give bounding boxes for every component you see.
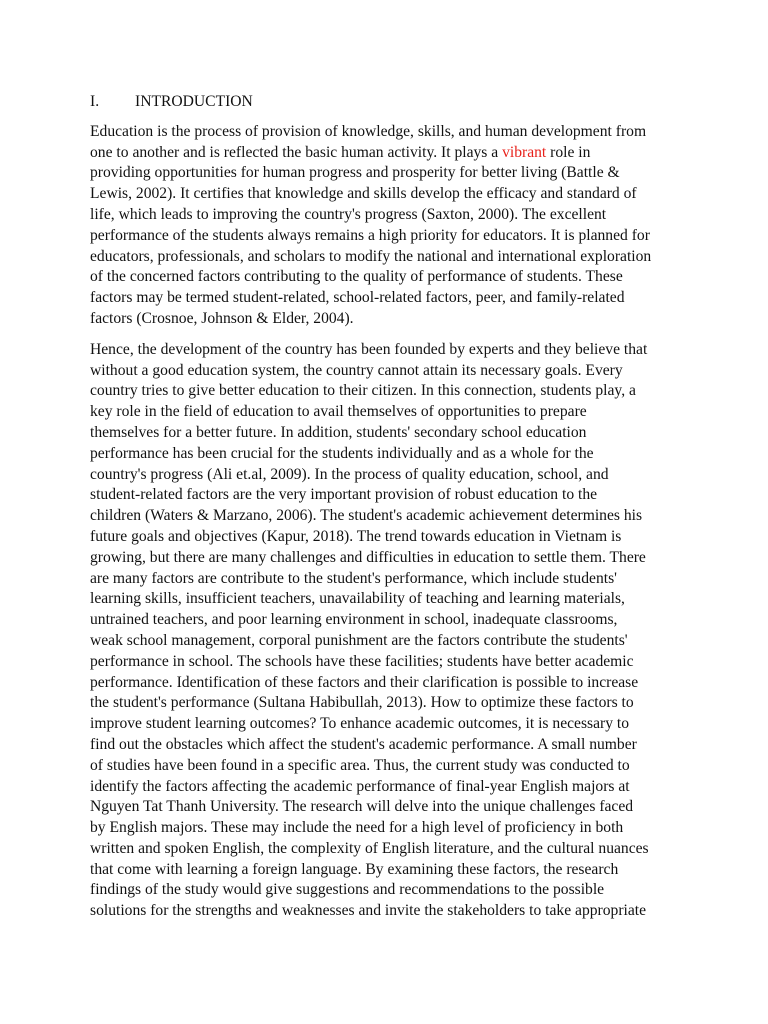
- paragraph-line: life, which leads to improving the country's progress (Saxton, 2000). The excellent: [90, 205, 607, 223]
- paragraph-line: growing, but there are many challenges and difficulties in education to settle them. There: [90, 548, 646, 566]
- paragraph-line: are many factors are contribute to the student's performance, which include students': [90, 569, 617, 587]
- paragraph-line: improve student learning outcomes? To enhance academic outcomes, it is necessary to: [90, 715, 630, 733]
- paragraph-line: identify the factors affecting the academic performance of final-year English majors at: [90, 777, 630, 795]
- paragraph-line: untrained teachers, and poor learning environment in school, inadequate classrooms,: [90, 611, 618, 629]
- section-heading: [90, 92, 686, 113]
- section-title: INTRODUCTION: [135, 93, 253, 110]
- paragraph-line: find out the obstacles which affect the student's academic performance. A small number: [90, 735, 637, 753]
- paragraph-line: of studies have been found in a specific area. Thus, the current study was conducted to: [90, 756, 630, 774]
- paragraph-line: Education is the process of provision of knowledge, skills, and human development from: [90, 122, 647, 140]
- paragraph-line: learning skills, insufficient teachers, unavailability of teaching and learning materials,: [90, 590, 625, 608]
- paragraph-line: Nguyen Tat Thanh University. The research will delve into the unique challenges faced: [90, 798, 634, 816]
- paragraph-line: educators, professionals, and scholars to modify the national and international exploration: [90, 247, 652, 265]
- paragraph-line: by English majors. These may include the need for a high level of proficiency in both: [90, 819, 624, 837]
- paragraph-line: performance has been crucial for the students individually and as a whole for the: [90, 444, 594, 462]
- text-run: role in: [546, 143, 591, 161]
- paragraph-line: without a good education system, the country cannot attain its necessary goals. Every: [90, 361, 623, 379]
- paragraph-line: themselves for a better future. In addition, students' secondary school education: [90, 423, 587, 441]
- paragraph-line: Lewis, 2002). It certifies that knowledge and skills develop the efficacy and standard of: [90, 185, 637, 203]
- paragraph-line: key role in the field of education to avail themselves of opportunities to prepare: [90, 403, 587, 421]
- paragraph-line: the student's performance (Sultana Habibullah, 2013). How to optimize these factors to: [90, 694, 634, 712]
- paragraph-line: weak school management, corporal punishment are the factors contribute the students': [90, 631, 628, 649]
- paragraph-line: factors (Crosnoe, Johnson & Elder, 2004).: [90, 309, 354, 327]
- paragraph-line: written and spoken English, the complexity of English literature, and the cultural nuances: [90, 839, 649, 857]
- paragraph-line: Hence, the development of the country has been founded by experts and they believe that: [90, 340, 648, 358]
- paragraph-line: of the concerned factors contributing to the quality of performance of students. These: [90, 268, 623, 286]
- paragraph-line: performance in school. The schools have these facilities; students have better academic: [90, 652, 634, 670]
- paragraph-line: performance. Identification of these factors and their clarification is possible to increase: [90, 673, 639, 691]
- text-run: one to another and is reflected the basic human activity. It plays a: [90, 143, 503, 161]
- highlighted-word: vibrant: [502, 143, 547, 161]
- paragraph-line: providing opportunities for human progress and prosperity for better living (Battle &: [90, 164, 620, 182]
- paragraph-line: future goals and objectives (Kapur, 2018). The trend towards education in Vietnam is: [90, 527, 622, 545]
- paragraph-line: solutions for the strengths and weaknesses and invite the stakeholders to take appropriate: [90, 902, 647, 920]
- paragraph-line: country's progress (Ali et.al, 2009). In the process of quality education, school, and: [90, 465, 609, 483]
- document-page: [90, 92, 686, 932]
- paragraph-line: performance of the students always remains a high priority for educators. It is planned for: [90, 226, 650, 244]
- paragraph-2: [90, 340, 686, 922]
- paragraph-line: country tries to give better education to their citizen. In this connection, students play, a: [90, 382, 636, 400]
- paragraph-line: that come with learning a foreign language. By examining these factors, the research: [90, 860, 619, 878]
- paragraph-1: [90, 122, 686, 330]
- paragraph-line: findings of the study would give suggestions and recommendations to the possible: [90, 881, 605, 899]
- paragraph-line: children (Waters & Marzano, 2006). The student's academic achievement determines his: [90, 507, 643, 525]
- paragraph-line: [90, 143, 686, 164]
- paragraph-line: student-related factors are the very important provision of robust education to the: [90, 486, 598, 504]
- paragraph-line: factors may be termed student-related, school-related factors, peer, and family-related: [90, 289, 625, 307]
- section-number: I.: [90, 93, 100, 110]
